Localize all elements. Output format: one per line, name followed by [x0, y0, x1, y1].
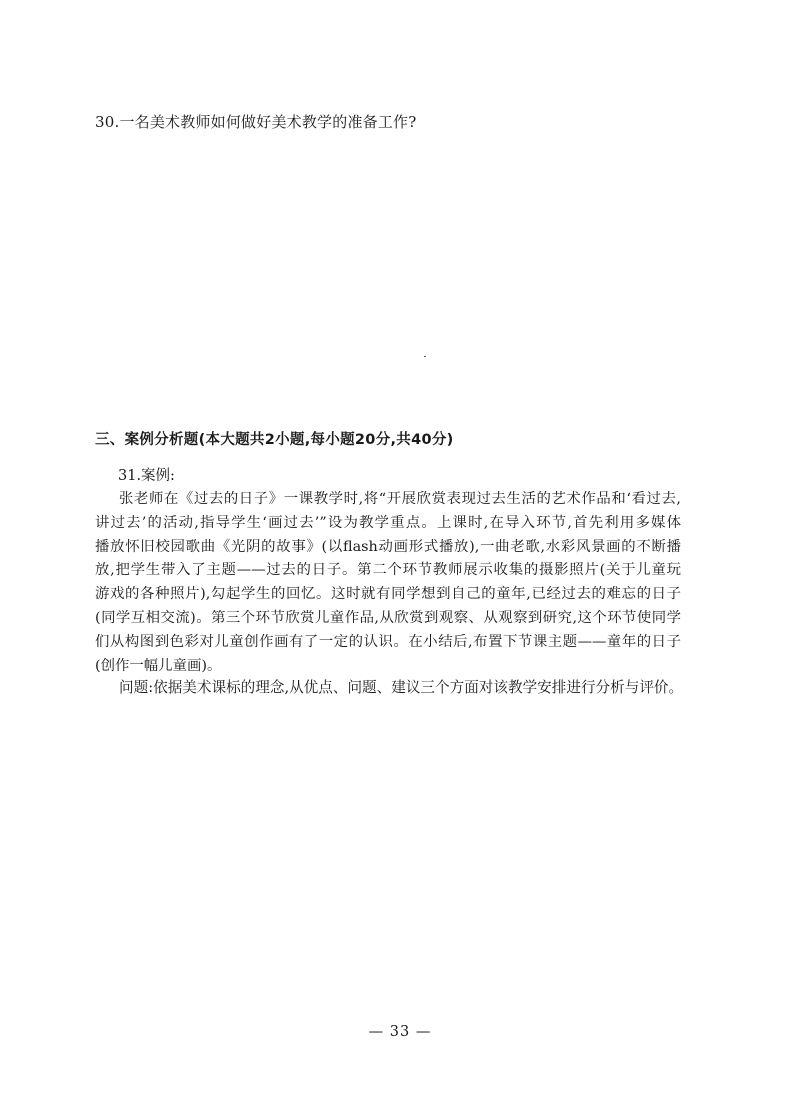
scan-speck: [424, 356, 426, 357]
case-line: (同学互相交流)。第三个环节欣赏儿童作品,从欣赏到观察、从观察到研究,这个环节使同学: [95, 609, 681, 626]
case-line: 放,把学生带入了主题——过去的日子。第二个环节教师展示收集的摄影照片(关于儿童玩: [95, 562, 681, 579]
case-line: 们从构图到色彩对儿童创作画有了一定的认识。在小结后,布置下节课主题——童年的日子: [95, 633, 681, 650]
case-line: 张老师在《过去的日子》一课教学时,将“开展欣赏表现过去生活的艺术作品和‘看过去,: [119, 491, 681, 507]
case-line: 播放怀旧校园歌曲《光阴的故事》(以flash动画形式播放),一曲老歌,水彩风景画的不断播: [95, 538, 681, 555]
case-line: 讲过去’的活动,指导学生‘画过去’”设为教学重点。上课时,在导入环节,首先利用多媒体: [95, 514, 681, 531]
section-3-title: 三、案例分析题(本大题共2小题,每小题20分,共40分): [95, 432, 454, 448]
case-line: 游戏的各种照片),勾起学生的回忆。这时就有同学想到自己的童年,已经过去的难忘的日子: [95, 586, 681, 603]
question-30: 30.一名美术教师如何做好美术教学的准备工作?: [95, 113, 417, 131]
question-31-label: 31.案例:: [118, 468, 175, 484]
case-passage: [95, 488, 681, 678]
question-31-prompt: [95, 678, 695, 698]
page-number: — 33 —: [368, 1024, 432, 1040]
case-line: (创作一幅儿童画)。: [95, 657, 222, 674]
question-31-prompt-text: 问题:依据美术课标的理念,从优点、问题、建议三个方面对该教学安排进行分析与评价。: [119, 679, 684, 696]
